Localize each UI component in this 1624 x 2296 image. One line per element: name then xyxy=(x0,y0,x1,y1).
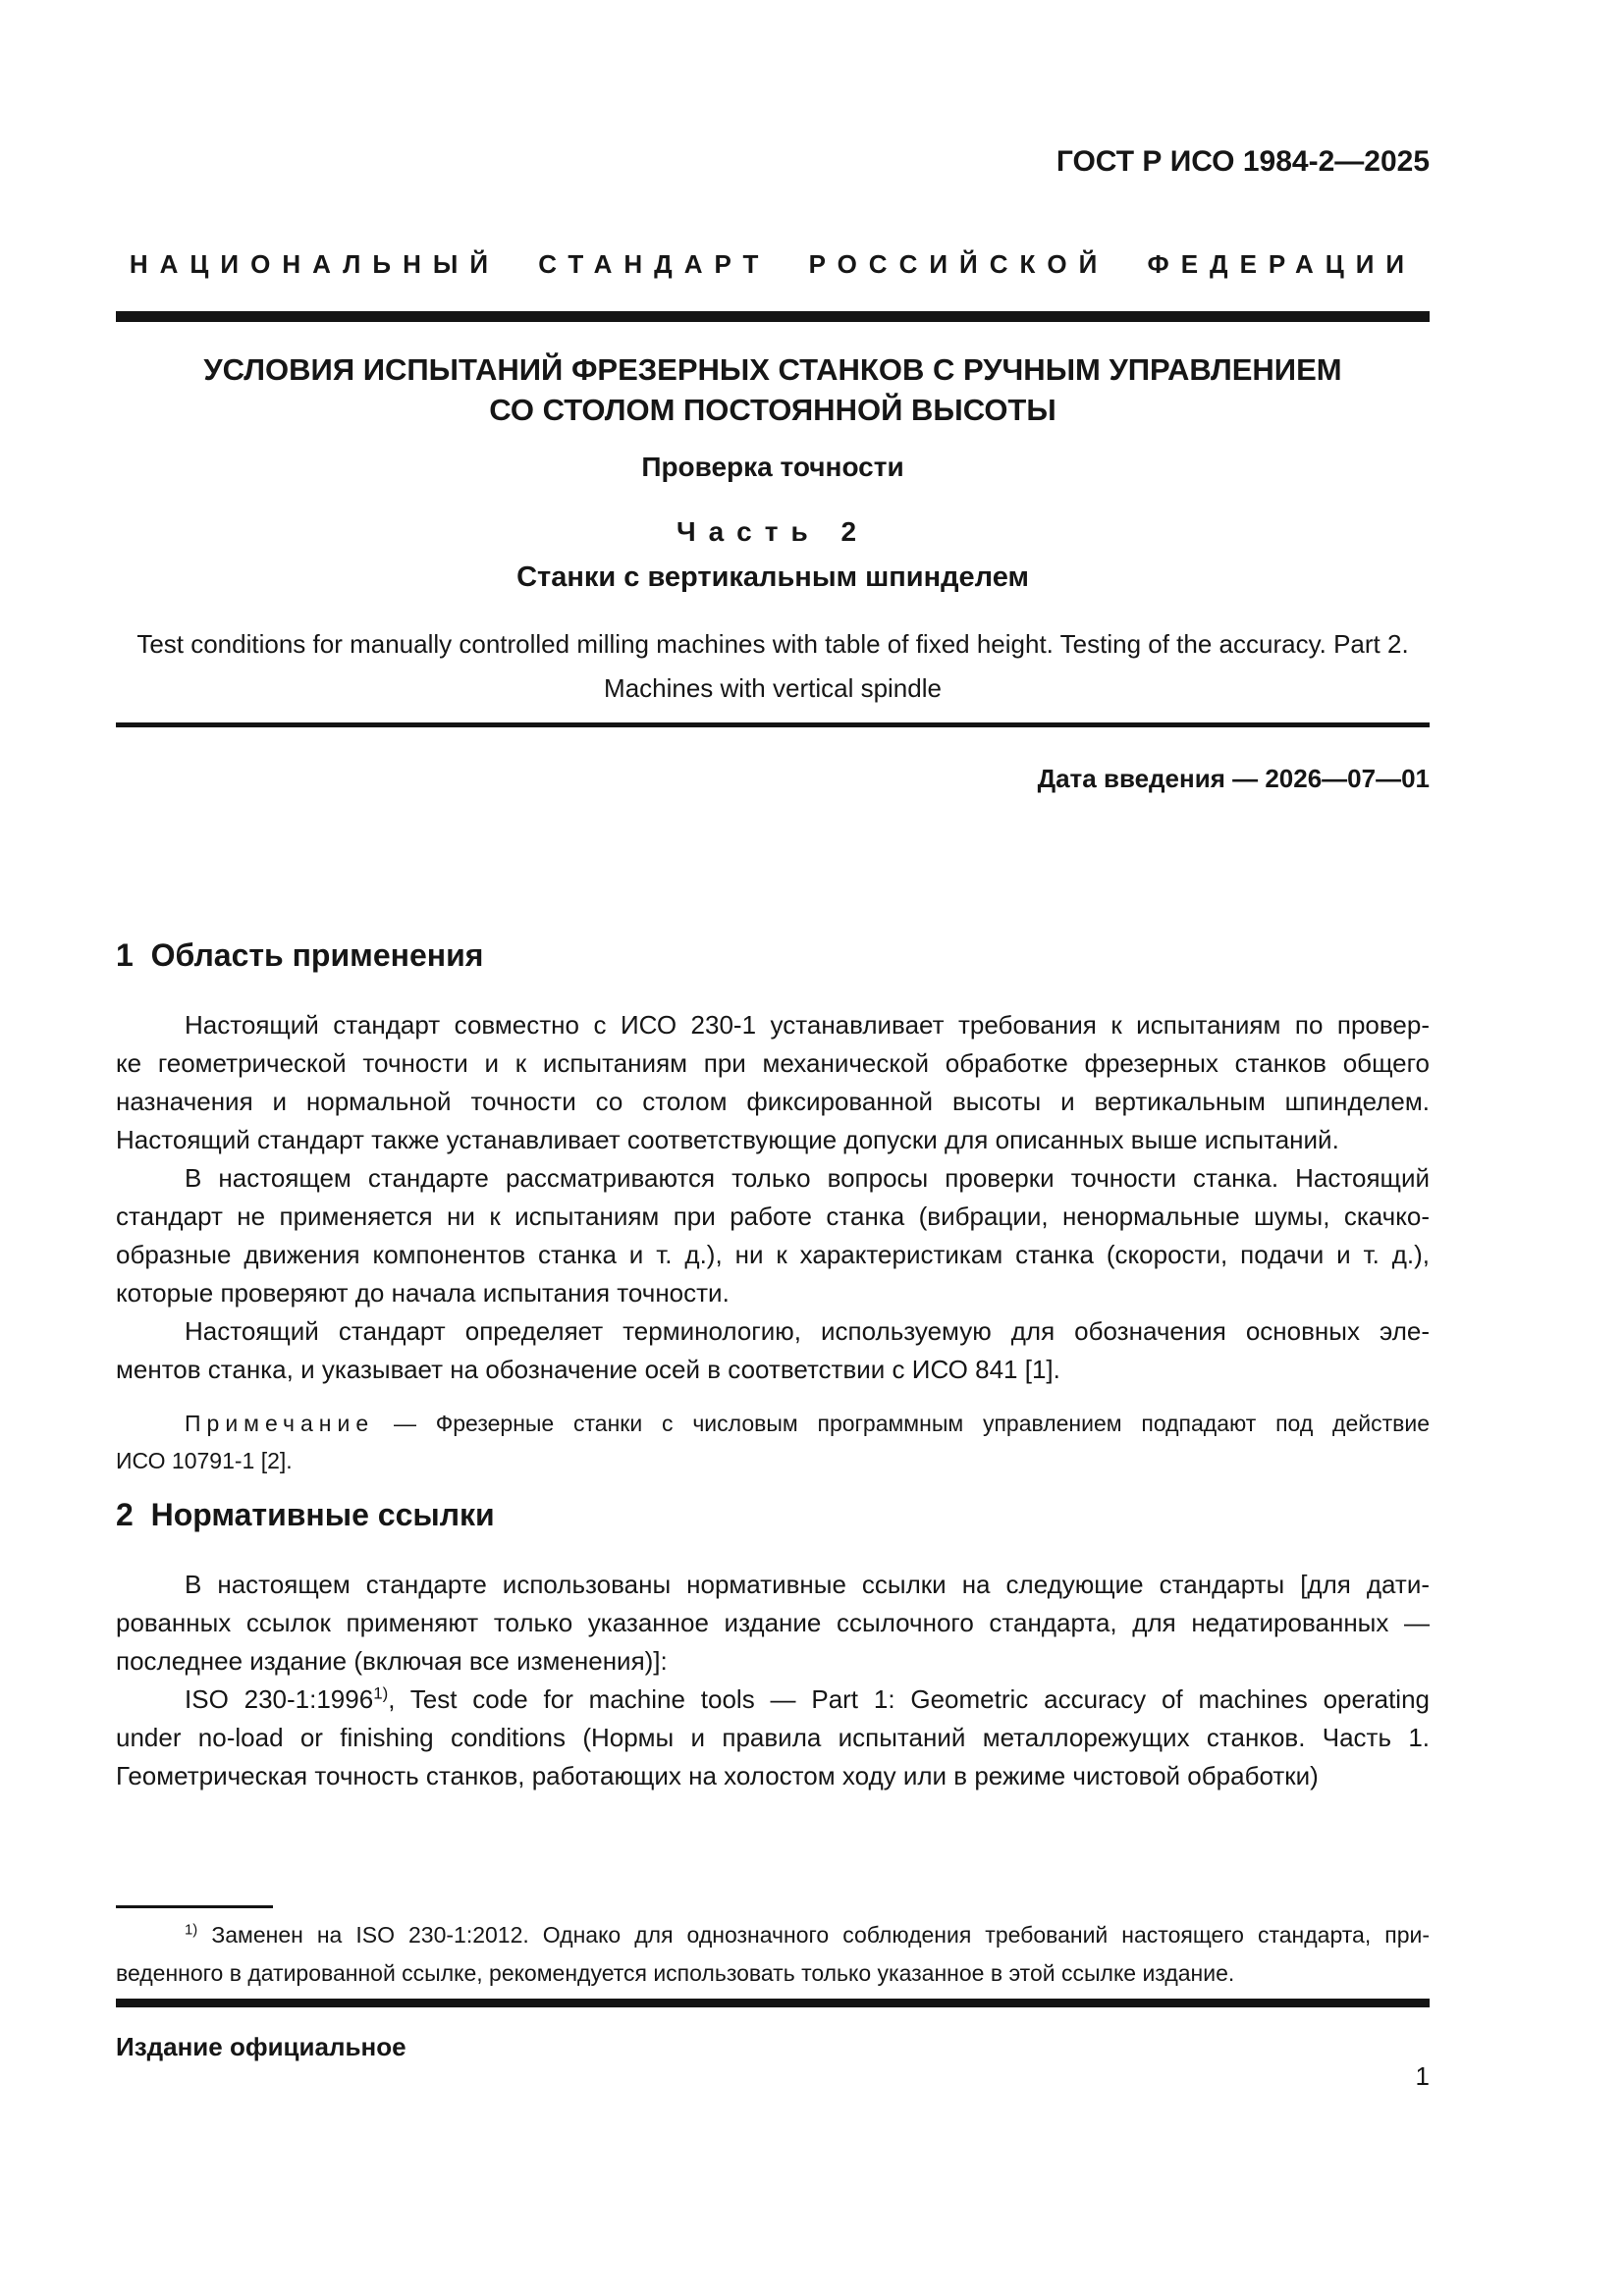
footnote-line xyxy=(116,1916,1430,1954)
iso-ref-pre: ISO 230-1:1996 xyxy=(185,1684,374,1714)
paragraph-line: ментов станка, и указывает на обозначение осей в соответствии с ИСО 841 [1]. xyxy=(116,1355,1060,1384)
paragraph-line: которые проверяют до начала испытания точности. xyxy=(116,1278,730,1308)
paragraph-line: образные движения компонентов станка и т. д.), ни к характеристикам станка (скорости, подачи и т. д.), xyxy=(116,1240,1430,1269)
doc-code: ГОСТ Р ИСО 1984-2—2025 xyxy=(1056,145,1430,178)
paragraph-line: under no-load or finishing conditions (Нормы и правила испытаний металлорежущих станков. Часть 1. xyxy=(116,1723,1430,1752)
section-scope-heading: 1 Область применения xyxy=(116,937,484,973)
note-line xyxy=(116,1405,1430,1442)
paragraph-line: Настоящий стандарт совместно с ИСО 230-1 устанавливает требования к испытаниям по провер- xyxy=(185,1010,1430,1040)
note-line: ИСО 10791-1 [2]. xyxy=(116,1448,293,1473)
paragraph-line xyxy=(116,1681,1430,1719)
scope-paragraph-1 xyxy=(116,1006,1430,1159)
scope-paragraph-3 xyxy=(116,1312,1430,1389)
paragraph-line: В настоящем стандарте использованы нормативные ссылки на следующие стандарты [для дати- xyxy=(185,1570,1430,1599)
paragraph-line: рованных ссылок применяют только указанное издание ссылочного стандарта, для недатированных — xyxy=(116,1608,1430,1637)
section-scope xyxy=(116,934,1430,1479)
title-ru xyxy=(116,349,1430,430)
footnote-rule xyxy=(116,1905,273,1908)
paragraph-line: В настоящем стандарте рассматриваются только вопросы проверки точности станка. Настоящий xyxy=(185,1163,1430,1193)
footnote-line: веденного в датированной ссылке, рекомендуется использовать только указанное в этой ссылке издание. xyxy=(116,1960,1235,1986)
part-label: Часть 2 xyxy=(676,516,870,547)
title-ru-line1: УСЛОВИЯ ИСПЫТАНИЙ ФРЕЗЕРНЫХ СТАНКОВ С РУЧНЫМ УПРАВЛЕНИЕМ xyxy=(203,352,1342,387)
note-label: Примечание xyxy=(185,1411,375,1436)
section-refs-heading: 2 Нормативные ссылки xyxy=(116,1497,495,1532)
title-rule xyxy=(116,722,1430,727)
scope-paragraph-2 xyxy=(116,1159,1430,1312)
title-en-line2: Machines with vertical spindle xyxy=(604,673,942,703)
footnote-text: Заменен на ISO 230-1:2012. Однако для однозначного соблюдения требований настоящего стандарта, при- xyxy=(197,1922,1430,1948)
iso-reference xyxy=(116,1681,1430,1795)
title-en-line1: Test conditions for manually controlled milling machines with table of fixed height. Testing of the accuracy. Part 2. xyxy=(136,629,1409,659)
paragraph-line: Настоящий стандарт также устанавливает соответствующие допуски для описанных выше испытаний. xyxy=(116,1125,1339,1154)
header-rule xyxy=(116,311,1430,322)
title-ru-line2: СО СТОЛОМ ПОСТОЯННОЙ ВЫСОТЫ xyxy=(489,393,1056,427)
title-en xyxy=(116,622,1430,711)
footnote-marker: 1) xyxy=(185,1921,198,1939)
page-number: 1 xyxy=(1415,2061,1430,2091)
edition-label: Издание официальное xyxy=(116,2032,406,2061)
section-normative-refs xyxy=(116,1494,1430,1795)
note-text: — Фрезерные станки с числовым программным управлением подпадают под действие xyxy=(374,1411,1430,1436)
paragraph-line: Геометрическая точность станков, работающих на холостом ходу или в режиме чистовой обработки) xyxy=(116,1761,1319,1790)
refs-paragraph-1 xyxy=(116,1566,1430,1681)
scope-note xyxy=(116,1405,1430,1479)
paragraph-line: ке геометрической точности и к испытаниям при механической обработке фрезерных станков общего xyxy=(116,1048,1430,1078)
paragraph-line: последнее издание (включая все изменения)]: xyxy=(116,1646,668,1676)
footnote xyxy=(116,1916,1430,1993)
standard-banner: НАЦИОНАЛЬНЫЙ СТАНДАРТ РОССИЙСКОЙ ФЕДЕРАЦИИ xyxy=(129,249,1417,279)
paragraph-line: стандарт не применяется ни к испытаниям при работе станка (вибрации, ненормальные шумы, скачко- xyxy=(116,1201,1430,1231)
paragraph-line: назначения и нормальной точности со столом фиксированной высоты и вертикальным шпинделем. xyxy=(116,1087,1430,1116)
footer-rule xyxy=(116,1999,1430,2007)
paragraph-line: Настоящий стандарт определяет терминологию, используемую для обозначения основных эле- xyxy=(185,1316,1430,1346)
effective-date: Дата введения — 2026—07—01 xyxy=(1037,764,1430,793)
iso-ref-post: , Test code for machine tools — Part 1: Geometric accuracy of machines operating xyxy=(388,1684,1431,1714)
footnote-marker: 1) xyxy=(373,1683,389,1703)
part-title: Станки с вертикальным шпинделем xyxy=(516,561,1029,593)
subtitle: Проверка точности xyxy=(641,452,904,482)
